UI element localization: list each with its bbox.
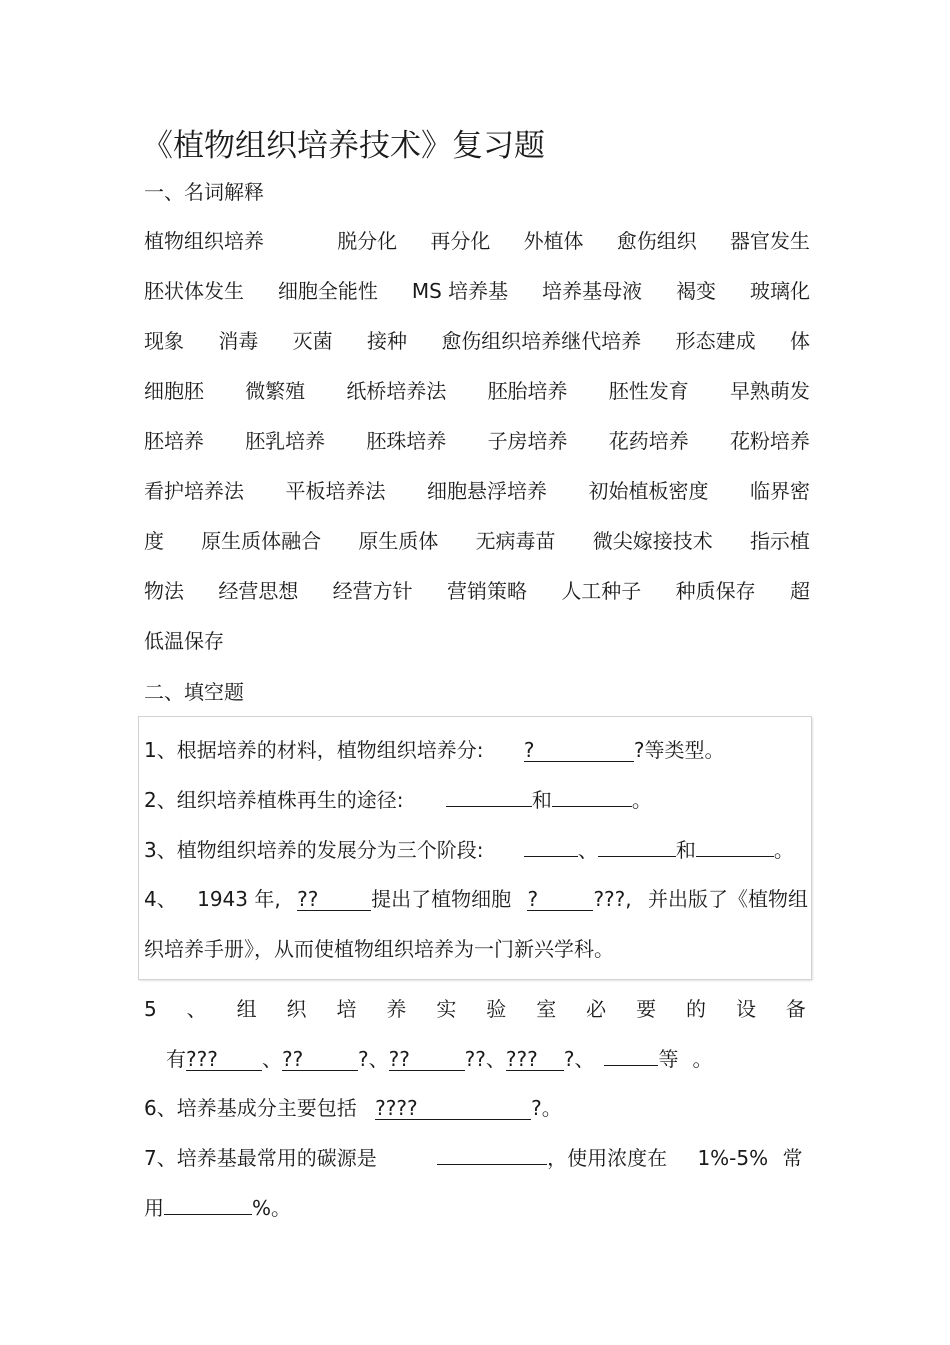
term: 经营方针 bbox=[332, 579, 413, 603]
term: 愈伤组织 bbox=[616, 229, 697, 253]
answer-blank: ??? bbox=[506, 1048, 564, 1071]
answer-blank: ?? bbox=[389, 1048, 465, 1071]
answer-blank: ??? bbox=[186, 1048, 262, 1071]
answer-blank: ?? bbox=[282, 1048, 358, 1071]
term: 植物组织培养 bbox=[144, 229, 264, 253]
term-line-2 bbox=[144, 274, 810, 324]
term: 现象 bbox=[144, 329, 184, 353]
term: 灭菌 bbox=[292, 329, 333, 353]
term: 消毒 bbox=[218, 329, 259, 353]
term: 再分化 bbox=[430, 229, 491, 253]
question-7-line-2: 用 %。 bbox=[144, 1196, 292, 1220]
term-line-7 bbox=[144, 524, 810, 574]
term: 子房培养 bbox=[487, 429, 568, 453]
term: 胚性发育 bbox=[608, 379, 689, 403]
question-4-line-2: 织培养手册》，从而使植物组织培养为一门新兴学科。 bbox=[144, 937, 614, 961]
term: 超 bbox=[789, 579, 810, 603]
term: 胚胎培养 bbox=[487, 379, 568, 403]
term: 原生质体 bbox=[358, 529, 439, 553]
term: 胚培养 bbox=[144, 429, 204, 453]
answer-blank: ???? bbox=[375, 1097, 531, 1120]
term-line-9 bbox=[144, 624, 810, 674]
term: 纸桥培养法 bbox=[346, 379, 447, 403]
term: 经营思想 bbox=[218, 579, 299, 603]
term: 微尖嫁接技术 bbox=[592, 529, 713, 553]
answer-blank: ? bbox=[527, 888, 593, 911]
term: 微繁殖 bbox=[245, 379, 306, 403]
term: 胚状体发生 bbox=[144, 279, 244, 303]
term-line-4 bbox=[144, 374, 810, 424]
term-line-1 bbox=[144, 224, 810, 274]
term: 临界密 bbox=[750, 479, 810, 503]
term: 细胞悬浮培养 bbox=[427, 479, 547, 503]
term: 褐变 bbox=[676, 279, 717, 303]
term: 外植体 bbox=[523, 229, 584, 253]
term: 愈伤组织培养继代培养 bbox=[441, 329, 642, 353]
term: MS 培养基 bbox=[411, 279, 509, 303]
term: 早熟萌发 bbox=[729, 379, 810, 403]
term: 形态建成 bbox=[675, 329, 756, 353]
answer-blank bbox=[446, 806, 532, 807]
term: 看护培养法 bbox=[144, 479, 244, 503]
term: 培养基母液 bbox=[542, 279, 643, 303]
term: 度 bbox=[144, 529, 164, 553]
term: 物法 bbox=[144, 579, 184, 603]
term-line-8 bbox=[144, 574, 810, 624]
question-4-line-1: 4、 1943 年, ?? 提出了植物细胞 ? ???, 并出版了《植物组 bbox=[144, 887, 808, 911]
term: 平板培养法 bbox=[285, 479, 386, 503]
term: 胚珠培养 bbox=[366, 429, 447, 453]
term: 细胞胚 bbox=[144, 379, 204, 403]
answer-blank bbox=[604, 1065, 658, 1066]
term-line-3 bbox=[144, 324, 810, 374]
term: 低温保存 bbox=[144, 629, 224, 653]
answer-blank bbox=[524, 856, 578, 857]
answer-blank bbox=[598, 856, 676, 857]
term-line-5 bbox=[144, 424, 810, 474]
answer-blank: ?? bbox=[297, 888, 371, 911]
question-1: 1、根据培养的材料，植物组织培养分: ? ?等类型。 bbox=[144, 738, 725, 762]
term: 指示植 bbox=[749, 529, 810, 553]
term-line-6 bbox=[144, 474, 810, 524]
terms-list bbox=[144, 224, 810, 674]
question-5-line-1: 5 、 组 织 培 养 实 验 室 必 要 的 设 备 bbox=[144, 997, 806, 1021]
term: 体 bbox=[789, 329, 810, 353]
answer-blank bbox=[552, 806, 632, 807]
section-heading-terms: 一、名词解释 bbox=[144, 180, 264, 204]
term: 细胞全能性 bbox=[277, 279, 378, 303]
term: 花粉培养 bbox=[729, 429, 810, 453]
answer-blank bbox=[696, 856, 774, 857]
term: 人工种子 bbox=[561, 579, 642, 603]
term: 营销策略 bbox=[446, 579, 527, 603]
question-6: 6、培养基成分主要包括 ???? ?。 bbox=[144, 1096, 562, 1120]
page-title: 《植物组织培养技术》复习题 bbox=[142, 128, 545, 164]
term: 原生质体融合 bbox=[201, 529, 322, 553]
term: 脱分化 bbox=[337, 229, 398, 253]
answer-blank: ? bbox=[524, 739, 634, 762]
term: 胚乳培养 bbox=[245, 429, 326, 453]
term: 无病毒苗 bbox=[475, 529, 556, 553]
question-3: 3、植物组织培养的发展分为三个阶段: 、 和 。 bbox=[144, 838, 794, 862]
question-7-line-1: 7、培养基最常用的碳源是 ，使用浓度在 1%-5% 常 bbox=[144, 1146, 803, 1170]
term: 接种 bbox=[366, 329, 407, 353]
section-heading-fill-blank: 二、填空题 bbox=[144, 680, 244, 704]
question-2: 2、组织培养植株再生的途径: 和 。 bbox=[144, 788, 652, 812]
answer-blank bbox=[164, 1214, 252, 1215]
term: 种质保存 bbox=[675, 579, 756, 603]
answer-blank bbox=[437, 1164, 547, 1165]
term: 玻璃化 bbox=[750, 279, 810, 303]
term: 器官发生 bbox=[729, 229, 810, 253]
term: 花药培养 bbox=[608, 429, 689, 453]
question-5-line-2: 有??? 、?? ?、?? ??、??? ?、 等 。 bbox=[166, 1047, 713, 1071]
term: 初始植板密度 bbox=[588, 479, 709, 503]
